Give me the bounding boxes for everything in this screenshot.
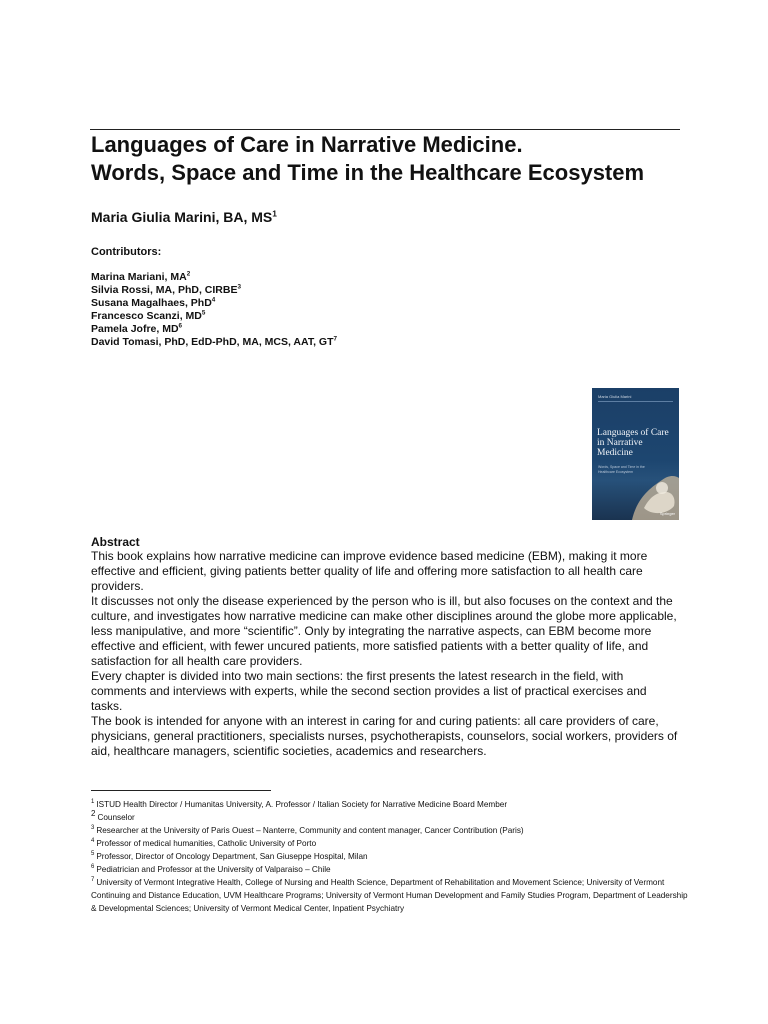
footnote	[91, 798, 691, 811]
cover-subtitle: Words, Space and Time in the Healthcare Ecosystem	[598, 465, 645, 474]
abstract-heading: Abstract	[91, 535, 140, 549]
contributor-footnote-ref: 4	[211, 296, 216, 304]
footnote-text: Professor, Director of Oncology Department, San Giuseppe Hospital, Milan	[96, 852, 368, 861]
contributor-footnote-ref: 6	[178, 322, 183, 330]
footnote-text: University of Vermont Integrative Health, College of Nursing and Health Science, Department of Rehabilitation and Movement Science; University of Vermont Continuing and Distance Education, UVM Healthcare Programs; University of Vermont Human Development and Family Studies Program, Department of Leadership & Developmental Sciences; University of Vermont Medical Center, Inpatient Psychiatry	[91, 878, 688, 913]
title-line-2: Words, Space and Time in the Healthcare Ecosystem	[91, 160, 645, 185]
contributors-heading: Contributors:	[91, 246, 162, 258]
contributor-footnote-ref: 3	[237, 283, 241, 291]
cover-publisher-logo: Springer	[659, 511, 675, 516]
author-name: Maria Giulia Marini, BA, MS	[91, 209, 273, 225]
contributor-footnote-ref: 2	[186, 270, 191, 278]
contributor-item	[91, 297, 337, 310]
footnote	[91, 876, 691, 915]
contributor-footnote-ref: 7	[333, 335, 337, 343]
contributor-name: Francesco Scanzi, MD	[91, 310, 202, 322]
footnote-number: 6	[91, 864, 95, 871]
author-footnote-ref: 1	[272, 208, 277, 219]
footnote-text: ISTUD Health Director / Humanitas University, A. Professor / Italian Society for Narrative Medicine Board Member	[96, 800, 508, 809]
abstract-paragraph: Every chapter is divided into two main sections: the first presents the latest research in the field, with comments and interviews with experts, while the second section provides a list of practical exercises and tasks.	[91, 669, 647, 713]
contributor-item	[91, 323, 337, 336]
footnote	[91, 850, 691, 863]
contributor-item	[91, 310, 337, 323]
contributor-name: Pamela Jofre, MD	[91, 323, 179, 335]
cover-title: Languages of Care in Narrative Medicine	[597, 428, 669, 458]
footnote-number: 5	[91, 851, 95, 858]
document-title	[91, 131, 691, 187]
abstract-body	[91, 549, 681, 759]
footnote-separator	[91, 790, 271, 791]
footnote	[91, 863, 691, 876]
contributor-name: David Tomasi, PhD, EdD-PhD, MA, MCS, AAT, GT	[91, 336, 334, 348]
footnote-number: 3	[91, 825, 95, 832]
contributor-footnote-ref: 5	[201, 309, 206, 317]
footnote-number: 4	[91, 838, 95, 845]
footnote-number: 7	[91, 877, 95, 884]
contributor-name: Susana Magalhaes, PhD	[91, 297, 212, 309]
footnote	[91, 824, 691, 837]
footnote-number: 1	[91, 799, 95, 806]
abstract-paragraph: It discusses not only the disease experienced by the person who is ill, but also focuses on the context and the culture, and investigates how narrative medicine can make other disciplines around the globe more applicable, less manipulative, and more “scientific”. Only by integrating the narrative aspects, can EBM become more effective and efficient, with fewer uncured patients, more satisfied patients with a better quality of life, and satisfaction for all health care providers.	[91, 594, 677, 668]
contributor-name: Marina Mariani, MA	[91, 271, 187, 283]
footnote	[91, 837, 691, 850]
footnote-text: Professor of medical humanities, Catholic University of Porto	[96, 839, 317, 848]
contributor-name: Silvia Rossi, MA, PhD, CIRBE	[91, 284, 238, 296]
footnotes-list	[91, 798, 691, 915]
abstract-paragraph: The book is intended for anyone with an interest in caring for and curing patients: all care providers of care, physicians, general practitioners, specialists nurses, psychotherapists, counselors, social workers, providers of aid, healthcare managers, scientific societies, academics and researchers.	[91, 714, 678, 758]
cover-author: Maria Giulia Marini	[598, 394, 632, 399]
footnote-text: Pediatrician and Professor at the University of Valparaiso – Chile	[96, 865, 331, 874]
contributor-item	[91, 284, 337, 297]
footnote-number: 2	[91, 809, 96, 819]
title-line-1: Languages of Care in Narrative Medicine.	[91, 132, 523, 157]
footnote-text: Counselor	[97, 813, 135, 822]
contributor-item	[91, 271, 337, 284]
title-rule	[90, 129, 680, 130]
footnote-text: Researcher at the University of Paris Ouest – Nanterre, Community and content manager, Cancer Contribution (Paris)	[96, 826, 524, 835]
abstract-paragraph: This book explains how narrative medicine can improve evidence based medicine (EBM), making it more effective and efficient, giving patients better quality of life and offering more satisfaction to all health care providers.	[91, 549, 648, 593]
contributor-item	[91, 336, 337, 349]
contributors-list	[91, 271, 337, 349]
book-cover-image	[592, 388, 679, 520]
author	[91, 209, 277, 225]
footnote	[91, 811, 691, 824]
